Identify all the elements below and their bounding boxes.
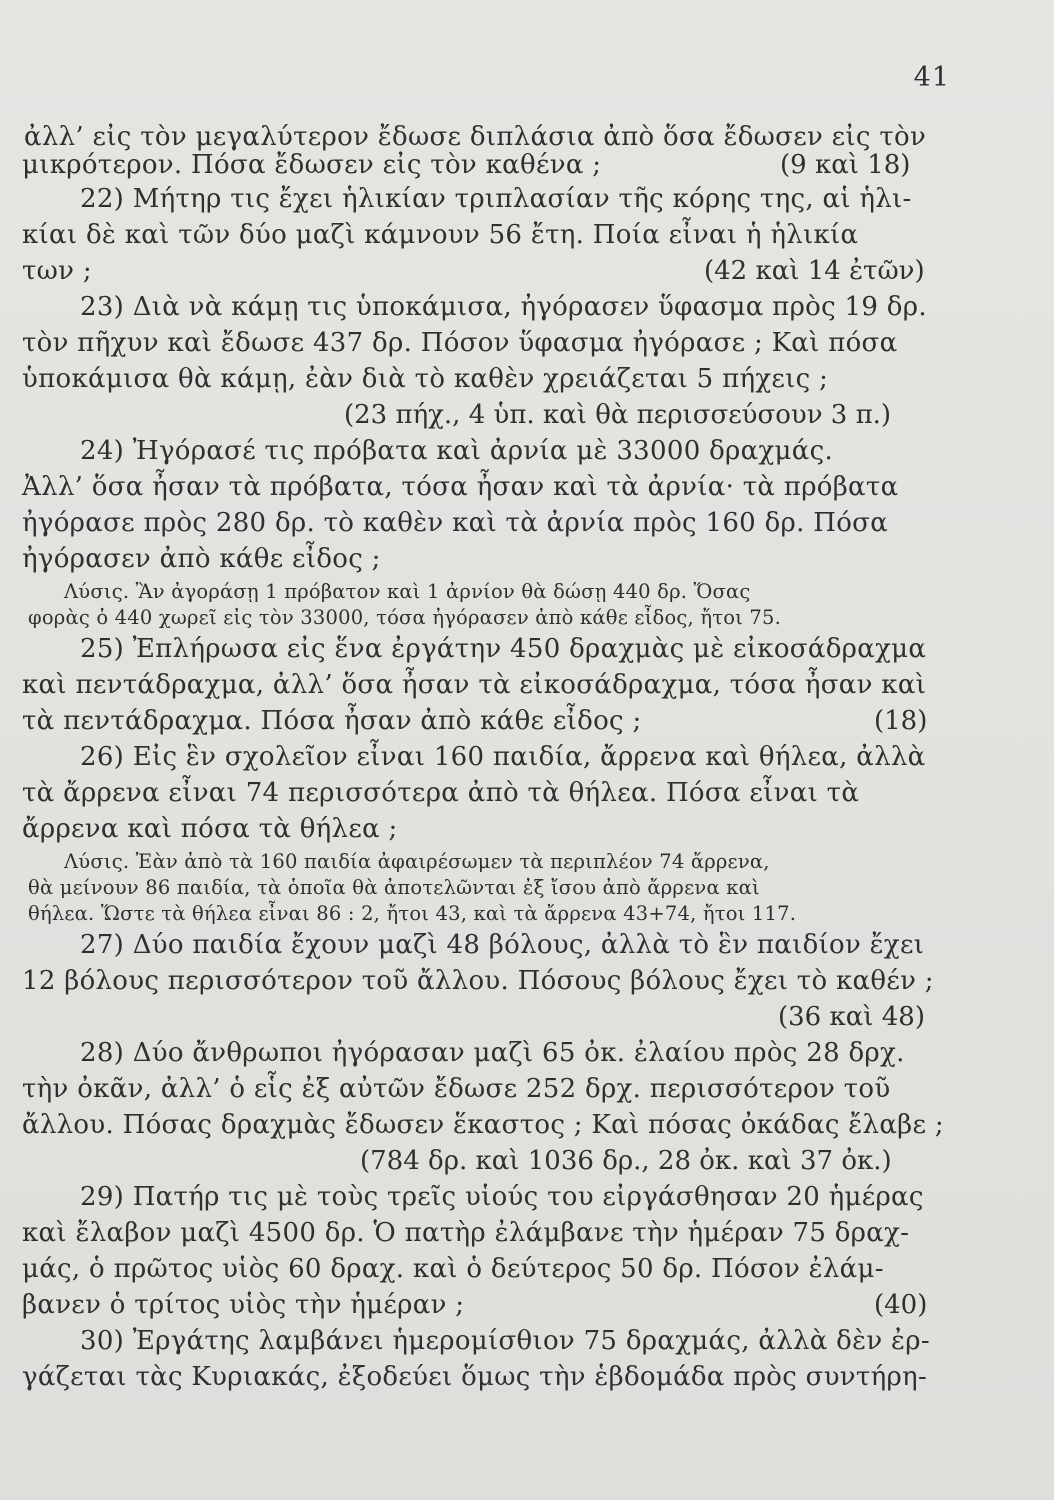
text-line-content: μικρότερον. Πόσα ἔδωσεν εἰς τὸν καθένα ; (22, 150, 602, 180)
problem-29: 29) Πατήρ τις μὲ τοὺς τρεῖς υἱούς του εἰργάσθησαν 20 ἡμέρας (80, 1182, 924, 1212)
text-line: τὴν ὀκᾶν, ἀλλ’ ὁ εἷς ἐξ αὐτῶν ἔδωσε 252 δρχ. περισσότερον τοῦ (22, 1074, 891, 1104)
answer: (42 καὶ 14 ἐτῶν) (704, 256, 925, 286)
text-line: μάς, ὁ πρῶτος υἱὸς 60 δραχ. καὶ ὁ δεύτερος 50 δρ. Πόσον ἐλάμ- (22, 1254, 884, 1284)
text-line (22, 150, 602, 186)
problem-27: 27) Δύο παιδία ἔχουν μαζὶ 48 βόλους, ἀλλὰ τὸ ἓν παιδίον ἔχει (80, 930, 925, 960)
problem-22: 22) Μήτηρ τις ἔχει ἡλικίαν τριπλασίαν τῆς κόρης της, αἱ ἡλι- (80, 184, 912, 214)
text-line: 12 βόλους περισσότερον τοῦ ἄλλου. Πόσους βόλους ἔχει τὸ καθέν ; (22, 966, 934, 996)
solution-line: θὰ μείνουν 86 παιδία, τὰ ὁποῖα θὰ ἀποτελῶνται ἐξ ἴσου ἀπὸ ἄρρενα καὶ (28, 876, 760, 899)
text-line: ἠγόρασεν ἀπὸ κάθε εἶδος ; (22, 544, 381, 574)
text-line-content: ἀλλ’ εἰς τὸν μεγαλύτερον ἔδωσε διπλάσια ἀπὸ ὅσα ἔδωσεν εἰς τὸν (24, 122, 927, 152)
problem-28: 28) Δύο ἄνθρωποι ἠγόρασαν μαζὶ 65 ὀκ. ἐλαίου πρὸς 28 δρχ. (80, 1038, 905, 1068)
answer: (23 πήχ., 4 ὑπ. καὶ θὰ περισσεύσουν 3 π.) (344, 400, 892, 430)
solution-24: Λύσις. Ἂν ἀγοράσῃ 1 πρόβατον καὶ 1 ἀρνίον θὰ δώσῃ 440 δρ. Ὅσας (64, 580, 751, 603)
answer: (36 καὶ 48) (778, 1002, 925, 1032)
text-line: Ἀλλ’ ὅσα ἦσαν τὰ πρόβατα, τόσα ἦσαν καὶ τὰ ἀρνία· τὰ πρόβατα (22, 472, 899, 502)
page-number: 41 (913, 62, 950, 93)
problem-23: 23) Διὰ νὰ κάμῃ τις ὑποκάμισα, ἠγόρασεν ὕφασμα πρὸς 19 δρ. (80, 292, 927, 322)
answer: (784 δρ. καὶ 1036 δρ., 28 ὀκ. καὶ 37 ὀκ.) (360, 1146, 892, 1176)
text-line: κίαι δὲ καὶ τῶν δύο μαζὶ κάμνουν 56 ἔτη. Ποία εἶναι ἡ ἡλικία (22, 220, 859, 250)
text-line: ἄρρενα καὶ πόσα τὰ θήλεα ; (22, 814, 398, 844)
problem-24: 24) Ἠγόρασέ τις πρόβατα καὶ ἀρνία μὲ 33000 δραχμάς. (80, 436, 834, 466)
text-line: ἄλλου. Πόσας δραχμὰς ἔδωσεν ἕκαστος ; Καὶ πόσας ὀκάδας ἔλαβε ; (22, 1110, 944, 1140)
text-line: βανεν ὁ τρίτος υἱὸς τὴν ἡμέραν ; (22, 1290, 465, 1320)
text-line: τὰ ἄρρενα εἶναι 74 περισσότερα ἀπὸ τὰ θήλεα. Πόσα εἶναι τὰ (22, 778, 860, 808)
solution-26: Λύσις. Ἐὰν ἀπὸ τὰ 160 παιδία ἀφαιρέσωμεν τὰ περιπλέον 74 ἄρρενα, (64, 850, 770, 873)
text-line: ὑποκάμισα θὰ κάμῃ, ἐὰν διὰ τὸ καθὲν χρειάζεται 5 πήχεις ; (22, 364, 829, 394)
text-line: καὶ ἔλαβον μαζὶ 4500 δρ. Ὁ πατὴρ ἐλάμβανε τὴν ἡμέραν 75 δραχ- (22, 1218, 910, 1248)
answer: (18) (874, 706, 928, 736)
problem-25: 25) Ἐπλήρωσα εἰς ἕνα ἐργάτην 450 δραχμὰς μὲ εἰκοσάδραχμα (80, 634, 927, 664)
answer: (9 καὶ 18) (780, 150, 911, 180)
text-line: καὶ πεντάδραχμα, ἀλλ’ ὅσα ἦσαν τὰ εἰκοσάδραχμα, τόσα ἦσαν καὶ (22, 670, 927, 700)
problem-30: 30) Ἐργάτης λαμβάνει ἡμερομίσθιον 75 δραχμάς, ἀλλὰ δὲν ἐρ- (80, 1326, 930, 1356)
problem-26: 26) Εἰς ἓν σχολεῖον εἶναι 160 παιδία, ἄρρενα καὶ θήλεα, ἀλλὰ (80, 742, 926, 772)
text-line: τὸν πῆχυν καὶ ἔδωσε 437 δρ. Πόσον ὕφασμα ἠγόρασε ; Καὶ πόσα (22, 328, 898, 358)
text-line: ἠγόρασε πρὸς 280 δρ. τὸ καθὲν καὶ τὰ ἀρνία πρὸς 160 δρ. Πόσα (22, 508, 889, 538)
text-line: των ; (22, 256, 92, 286)
text-line: γάζεται τὰς Κυριακάς, ἐξοδεύει ὅμως τὴν ἑβδομάδα πρὸς συντήρη- (22, 1362, 928, 1392)
solution-line: θήλεα. Ὥστε τὰ θήλεα εἶναι 86 : 2, ἤτοι 43, καὶ τὰ ἄρρενα 43+74, ἤτοι 117. (28, 902, 797, 925)
solution-line: φορὰς ὁ 440 χωρεῖ εἰς τὸν 33000, τόσα ἠγόρασεν ἀπὸ κάθε εἶδος, ἤτοι 75. (28, 606, 782, 629)
text-line: τὰ πεντάδραχμα. Πόσα ἦσαν ἀπὸ κάθε εἶδος ; (22, 706, 642, 736)
answer: (40) (874, 1290, 928, 1320)
